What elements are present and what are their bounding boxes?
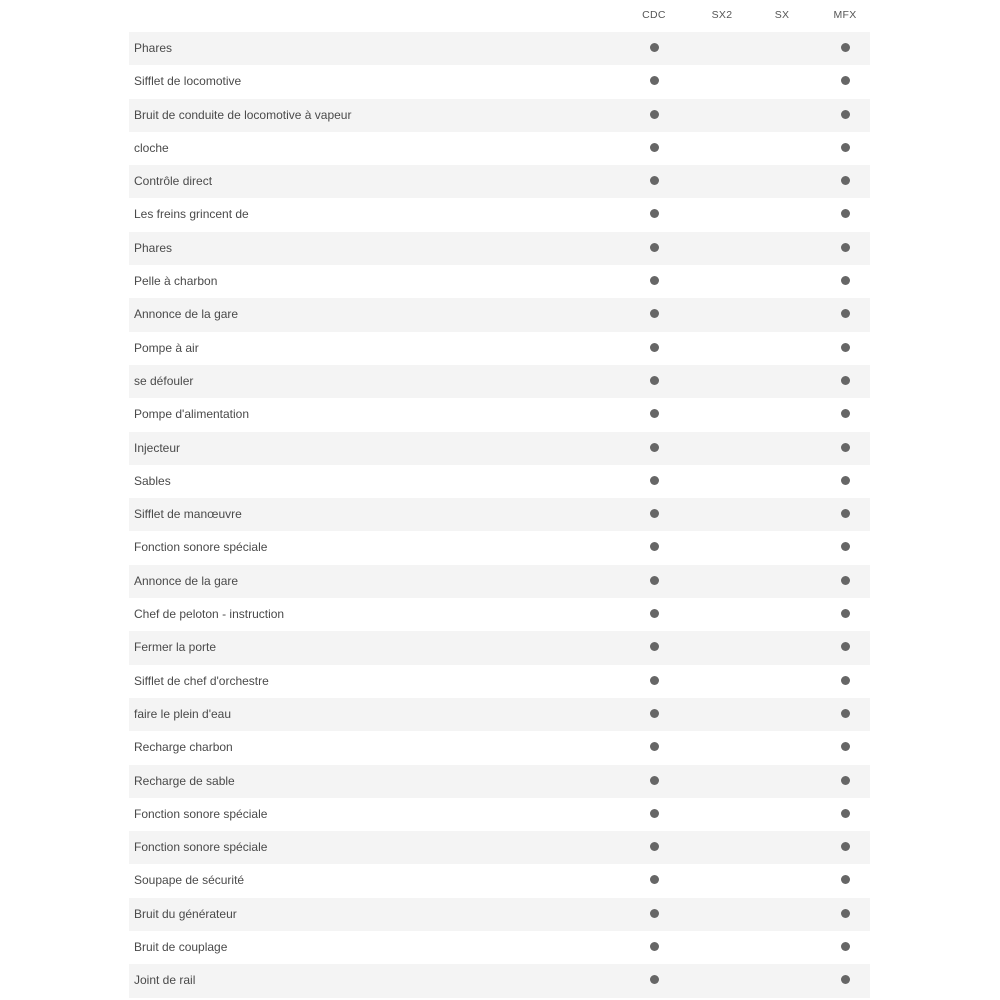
supported-dot-mfx [841, 110, 850, 119]
column-header-cdc: CDC [642, 9, 666, 21]
row-label: Fonction sonore spéciale [134, 540, 268, 555]
supported-dot-mfx [841, 776, 850, 785]
table-header [129, 0, 870, 32]
row-label: Annonce de la gare [134, 307, 239, 322]
supported-dot-mfx [841, 509, 850, 518]
table-row [129, 32, 870, 65]
supported-dot-cdc [650, 509, 659, 518]
row-label: Pompe à air [134, 340, 199, 355]
supported-dot-mfx [841, 243, 850, 252]
supported-dot-cdc [650, 343, 659, 352]
row-label: Les freins grincent de [134, 207, 249, 222]
table-row [129, 831, 870, 864]
column-header-mfx: MFX [833, 9, 857, 21]
table-body [129, 32, 870, 998]
supported-dot-cdc [650, 243, 659, 252]
row-label: Sables [134, 473, 171, 488]
column-header-sx: SX [774, 9, 790, 21]
table-row [129, 931, 870, 964]
row-label: Soupape de sécurité [134, 873, 245, 888]
supported-dot-mfx [841, 642, 850, 651]
supported-dot-cdc [650, 443, 659, 452]
supported-dot-mfx [841, 376, 850, 385]
row-label: cloche [134, 140, 169, 155]
supported-dot-mfx [841, 143, 850, 152]
supported-dot-mfx [841, 443, 850, 452]
supported-dot-mfx [841, 742, 850, 751]
supported-dot-mfx [841, 609, 850, 618]
supported-dot-mfx [841, 542, 850, 551]
supported-dot-cdc [650, 542, 659, 551]
supported-dot-mfx [841, 476, 850, 485]
table-row [129, 365, 870, 398]
supported-dot-mfx [841, 276, 850, 285]
supported-dot-cdc [650, 276, 659, 285]
supported-dot-mfx [841, 909, 850, 918]
supported-dot-cdc [650, 709, 659, 718]
supported-dot-cdc [650, 576, 659, 585]
table-row [129, 432, 870, 465]
table-row [129, 265, 870, 298]
row-label: faire le plein d'eau [134, 706, 232, 721]
table-row [129, 964, 870, 997]
row-label: Sifflet de manœuvre [134, 507, 242, 522]
table-row [129, 298, 870, 331]
row-label: Bruit de conduite de locomotive à vapeur [134, 107, 352, 122]
row-label: Pompe d'alimentation [134, 407, 250, 422]
supported-dot-mfx [841, 309, 850, 318]
row-label: Bruit du générateur [134, 906, 237, 921]
supported-dot-mfx [841, 842, 850, 851]
supported-dot-mfx [841, 43, 850, 52]
table-row [129, 332, 870, 365]
supported-dot-cdc [650, 309, 659, 318]
table-row [129, 198, 870, 231]
supported-dot-cdc [650, 609, 659, 618]
supported-dot-cdc [650, 176, 659, 185]
row-label: Joint de rail [134, 973, 196, 988]
table-row [129, 465, 870, 498]
supported-dot-cdc [650, 942, 659, 951]
row-label: Recharge charbon [134, 740, 233, 755]
supported-dot-mfx [841, 975, 850, 984]
table-row [129, 398, 870, 431]
row-label: Fonction sonore spéciale [134, 806, 268, 821]
table-row [129, 765, 870, 798]
supported-dot-cdc [650, 110, 659, 119]
table-row [129, 598, 870, 631]
supported-dot-cdc [650, 975, 659, 984]
table-row [129, 531, 870, 564]
table-row [129, 65, 870, 98]
row-label: Bruit de couplage [134, 940, 228, 955]
table-row [129, 232, 870, 265]
supported-dot-mfx [841, 676, 850, 685]
table-row [129, 731, 870, 764]
row-label: Fermer la porte [134, 640, 217, 655]
supported-dot-cdc [650, 909, 659, 918]
supported-dot-cdc [650, 143, 659, 152]
supported-dot-mfx [841, 409, 850, 418]
supported-dot-cdc [650, 676, 659, 685]
row-label: Injecteur [134, 440, 181, 455]
supported-dot-mfx [841, 76, 850, 85]
supported-dot-cdc [650, 76, 659, 85]
supported-dot-mfx [841, 576, 850, 585]
supported-dot-cdc [650, 642, 659, 651]
supported-dot-mfx [841, 942, 850, 951]
supported-dot-cdc [650, 875, 659, 884]
row-label: se défouler [134, 373, 194, 388]
table-row [129, 864, 870, 897]
supported-dot-cdc [650, 842, 659, 851]
row-label: Recharge de sable [134, 773, 235, 788]
row-label: Fonction sonore spéciale [134, 840, 268, 855]
supported-dot-mfx [841, 343, 850, 352]
row-label: Contrôle direct [134, 174, 213, 189]
supported-dot-mfx [841, 809, 850, 818]
supported-dot-mfx [841, 176, 850, 185]
table-row [129, 498, 870, 531]
table-row [129, 631, 870, 664]
row-label: Sifflet de chef d'orchestre [134, 673, 269, 688]
row-label: Phares [134, 240, 173, 255]
table-row [129, 798, 870, 831]
row-label: Sifflet de locomotive [134, 74, 242, 89]
row-label: Pelle à charbon [134, 274, 218, 289]
row-label: Phares [134, 41, 173, 55]
table-row [129, 698, 870, 731]
column-header-sx2: SX2 [711, 9, 733, 21]
table-row [129, 665, 870, 698]
supported-dot-mfx [841, 875, 850, 884]
function-table [129, 0, 870, 1000]
supported-dot-cdc [650, 476, 659, 485]
table-row [129, 165, 870, 198]
supported-dot-cdc [650, 809, 659, 818]
supported-dot-mfx [841, 709, 850, 718]
supported-dot-cdc [650, 776, 659, 785]
supported-dot-cdc [650, 209, 659, 218]
supported-dot-mfx [841, 209, 850, 218]
row-label: Annonce de la gare [134, 573, 239, 588]
table-row [129, 99, 870, 132]
table-row [129, 565, 870, 598]
table-row [129, 898, 870, 931]
supported-dot-cdc [650, 43, 659, 52]
supported-dot-cdc [650, 409, 659, 418]
supported-dot-cdc [650, 742, 659, 751]
row-label: Chef de peloton - instruction [134, 607, 285, 622]
table-row [129, 132, 870, 165]
supported-dot-cdc [650, 376, 659, 385]
